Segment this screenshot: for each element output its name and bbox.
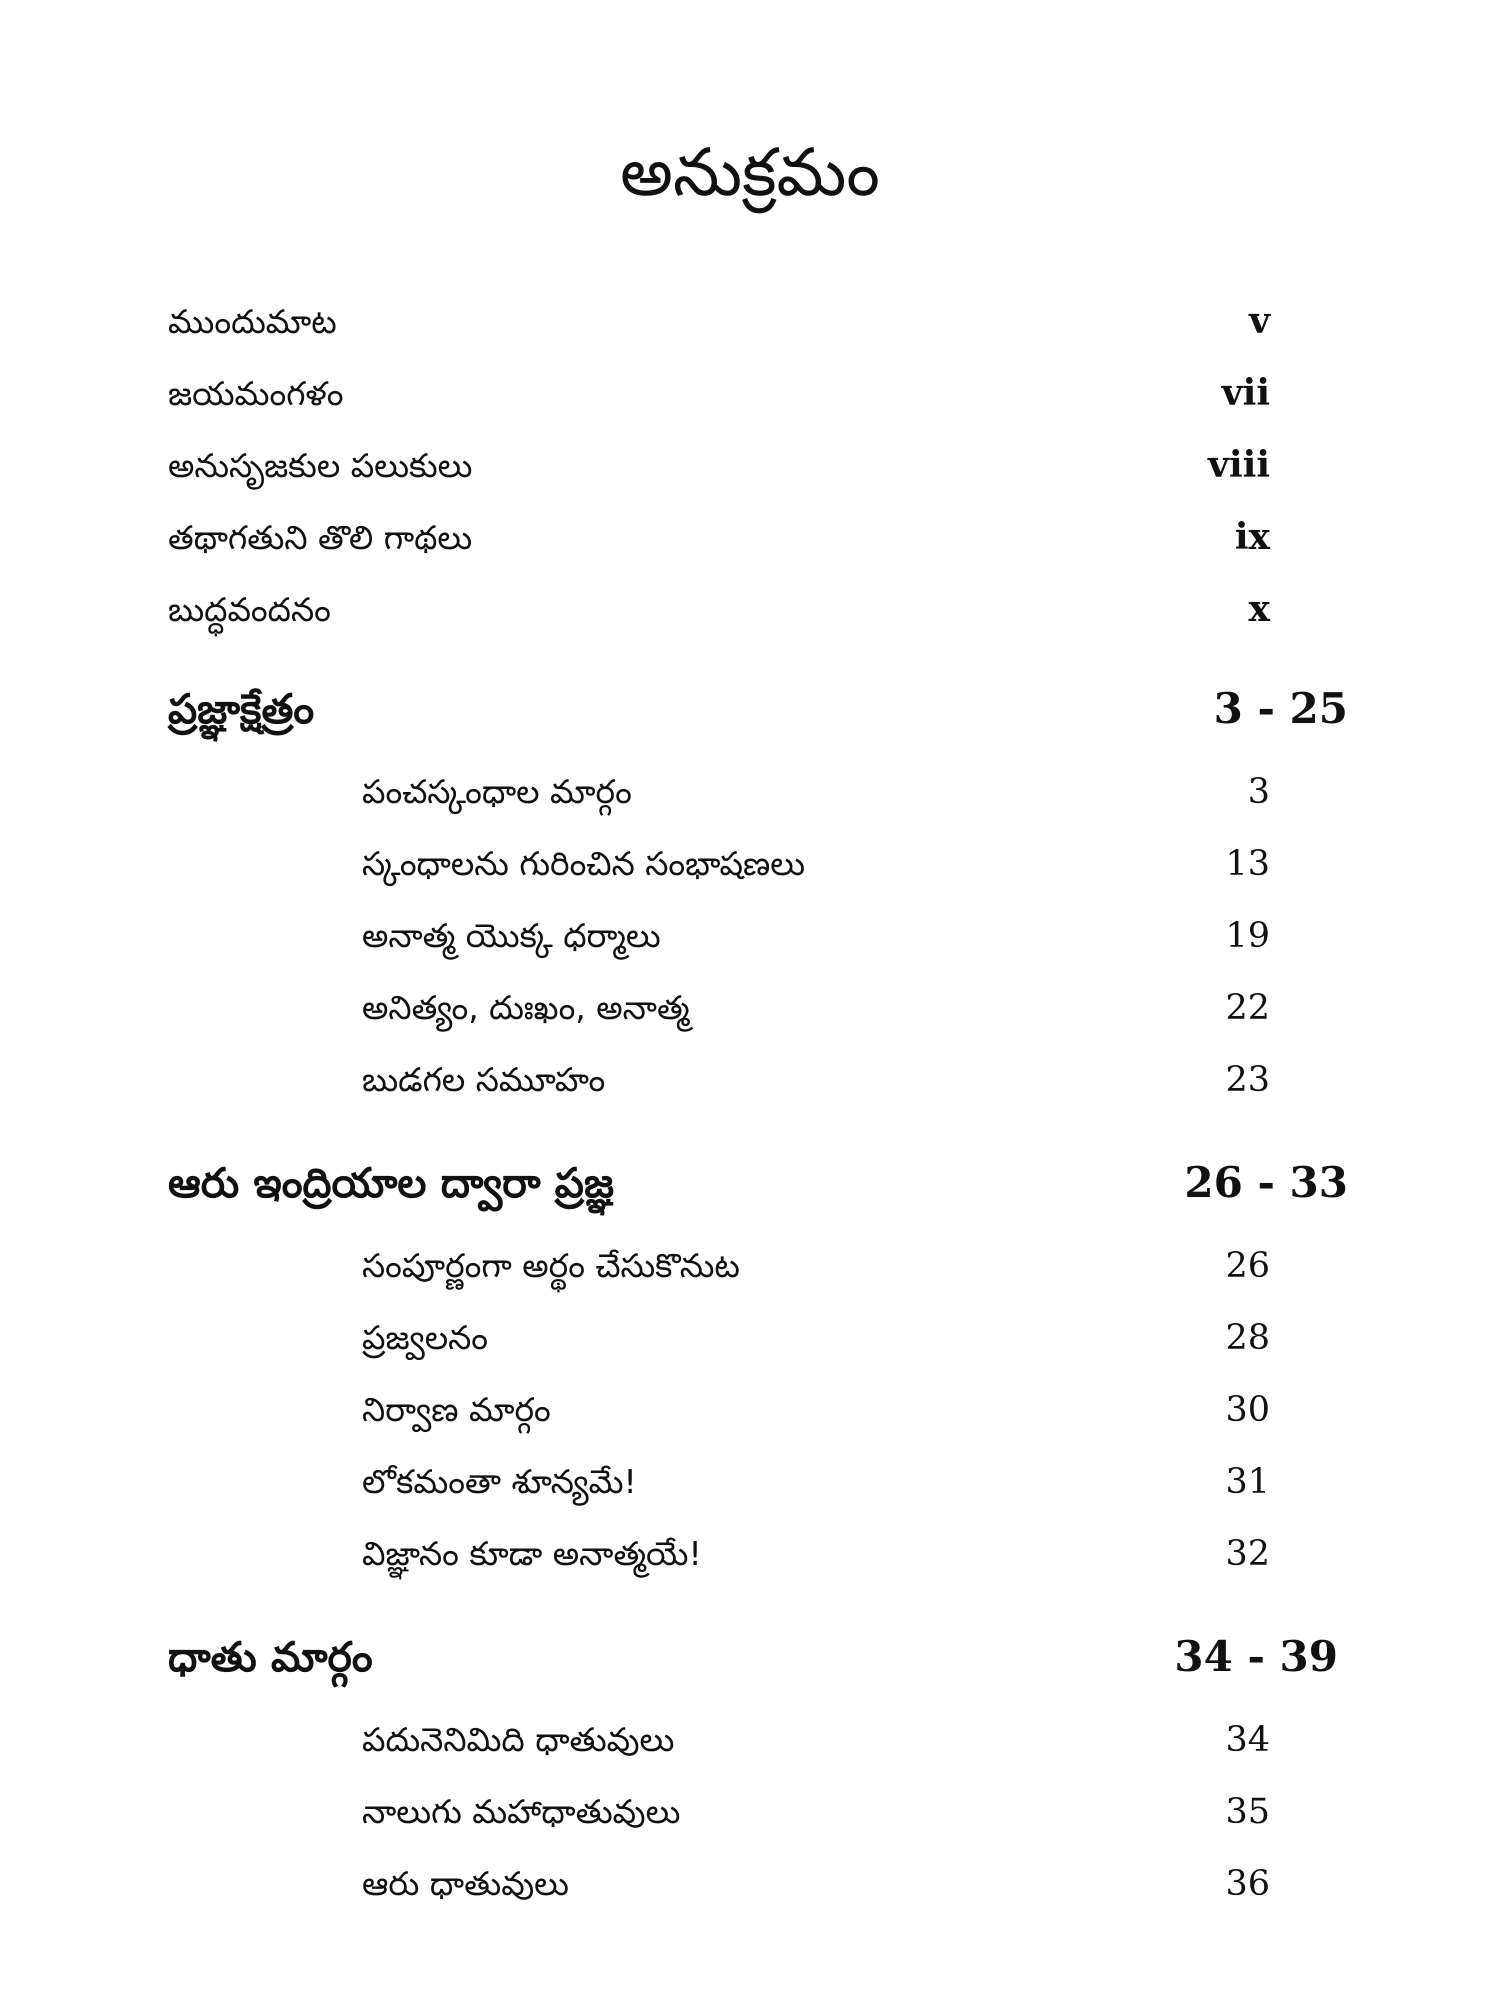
toc-section-heading [168, 1632, 1338, 1692]
entry-label: నాలుగు మహాధాతువులు [362, 1792, 681, 1831]
entry-page: v [1249, 300, 1270, 342]
toc-entry [362, 916, 1270, 966]
entry-label: ఆరు ధాతువులు [362, 1864, 569, 1903]
section-title: ఆరు ఇంద్రియాల ద్వారా ప్రజ్ఞ [168, 1159, 614, 1207]
toc-entry [362, 988, 1270, 1038]
entry-page: ix [1234, 516, 1270, 558]
section-range: 3 - 25 [1213, 684, 1348, 733]
entry-page: 22 [1225, 988, 1270, 1028]
entry-label: బుద్ధవందనం [168, 590, 331, 629]
entry-label: జయమంగళం [168, 374, 344, 413]
entry-page: 13 [1225, 844, 1270, 884]
toc-entry [362, 844, 1270, 894]
entry-label: బుడగల సమూహం [362, 1060, 606, 1099]
entry-page: 26 [1225, 1246, 1270, 1286]
toc-entry [362, 1792, 1270, 1842]
entry-label: లోకమంతా శూన్యమే! [362, 1462, 637, 1501]
entry-label: స్కంధాలను గురించిన సంభాషణలు [362, 844, 806, 883]
entry-label: అనాత్మ యొక్క ధర్మాలు [362, 916, 661, 955]
entry-page: 19 [1225, 916, 1270, 956]
entry-label: విజ్ఞానం కూడా అనాత్మయే! [362, 1534, 702, 1573]
entry-page: 3 [1247, 772, 1270, 812]
section-range: 34 - 39 [1174, 1632, 1338, 1681]
toc-section-heading [168, 1158, 1348, 1218]
section-range: 26 - 33 [1184, 1158, 1348, 1207]
entry-page: 34 [1225, 1720, 1270, 1760]
entry-label: ప్రజ్వలనం [362, 1318, 488, 1357]
toc-entry [362, 1246, 1270, 1296]
entry-page: 23 [1225, 1060, 1270, 1100]
entry-label: తథాగతుని తొలి గాథలు [168, 518, 473, 557]
toc-entry [168, 300, 1270, 350]
entry-label: నిర్వాణ మార్గం [362, 1390, 551, 1429]
toc-entry [362, 1318, 1270, 1368]
toc-entry [362, 1720, 1270, 1770]
entry-label: అనిత్యం, దుఃఖం, అనాత్మ [362, 988, 690, 1027]
section-title: ప్రజ్ఞాక్షేత్రం [168, 685, 315, 733]
page-title: అనుక్రమం [620, 134, 880, 211]
entry-page: 35 [1225, 1792, 1270, 1832]
toc-entry [362, 772, 1270, 822]
entry-page: viii [1208, 444, 1270, 486]
toc-entry [362, 1462, 1270, 1512]
toc-entry [168, 588, 1270, 638]
entry-label: అనుసృజకుల పలుకులు [168, 446, 473, 485]
entry-label: సంపూర్ణంగా అర్థం చేసుకొనుట [362, 1246, 740, 1285]
section-title: ధాతు మార్గం [168, 1633, 373, 1681]
toc-entry [168, 516, 1270, 566]
toc-entry [168, 444, 1270, 494]
entry-page: 28 [1225, 1318, 1270, 1358]
toc-entry [168, 372, 1270, 422]
toc-entry [362, 1864, 1270, 1914]
toc-entry [362, 1060, 1270, 1110]
entry-label: పంచస్కంధాల మార్గం [362, 772, 632, 811]
toc-entry [362, 1390, 1270, 1440]
toc-section-heading [168, 684, 1348, 744]
entry-page: 31 [1225, 1462, 1270, 1502]
entry-page: 36 [1225, 1864, 1270, 1904]
toc-entry [362, 1534, 1270, 1584]
entry-page: vii [1221, 372, 1270, 414]
entry-page: x [1248, 588, 1270, 630]
entry-page: 30 [1225, 1390, 1270, 1430]
entry-label: పదునెనిమిది ధాతువులు [362, 1720, 675, 1759]
entry-page: 32 [1225, 1534, 1270, 1574]
entry-label: ముందుమాట [168, 302, 337, 341]
